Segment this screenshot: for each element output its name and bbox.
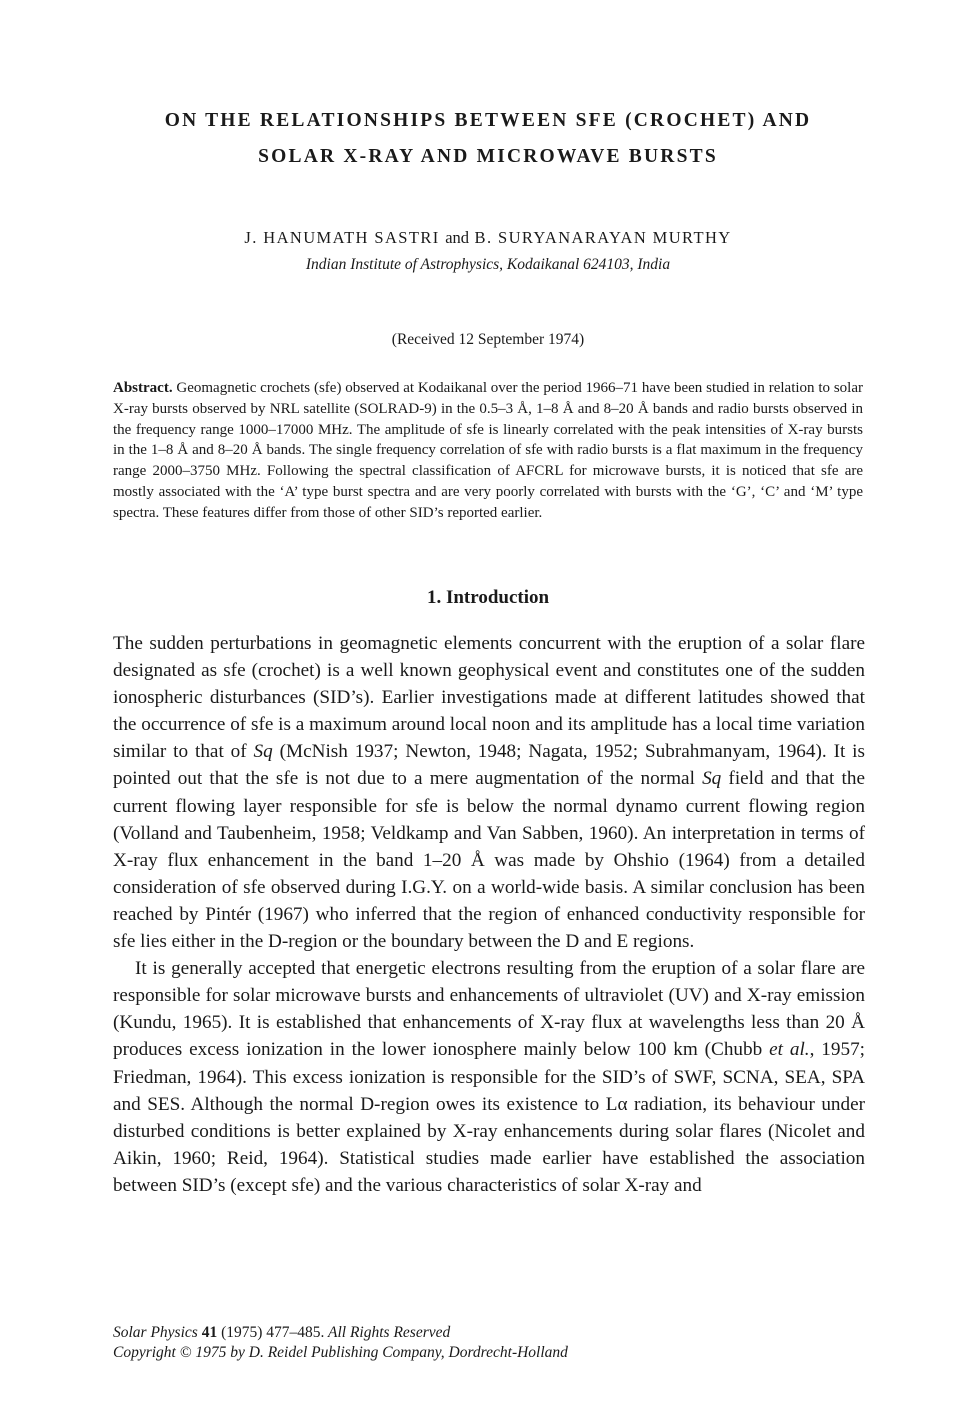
author-1: J. HANUMATH SASTRI: [244, 228, 440, 247]
title-line-2: SOLAR X-RAY AND MICROWAVE BURSTS: [258, 146, 718, 167]
p2-et-al: et al.: [769, 1039, 810, 1061]
rights-text: All Rights Reserved: [328, 1324, 451, 1341]
p1-part-b: (McNish 1937; Newton, 1948; Nagata, 1952; Subrahmanyam, 1964). It is pointed out that the sfe is not due to a mere augmentation of the normal: [113, 741, 865, 790]
p2-part-a: It is generally accepted that energetic electrons resulting from the eruption of a solar flare are responsible for solar microwave bursts and enhancements of ultraviolet (UV) and X-ray emission (Kundu, 1965). It is established that enhancements of X-ray flux at wavelengths less than 20 Å produces excess ionization in the lower ionosphere mainly below 100 km (Chubb: [113, 958, 865, 1061]
journal-name: Solar Physics: [113, 1324, 198, 1341]
title-line-1: ON THE RELATIONSHIPS BETWEEN SFE (CROCHET) AND: [164, 110, 812, 131]
p1-part-c: field and that the current flowing layer responsible for sfe is below the normal dynamo current flowing region (Volland and Taubenheim, 1958; Veldkamp and Van Sabben, 1960). An interpretation in terms of X-ray flux enhancement in the band 1–20 Å was made by Ohshio (1964) from a detailed consideration of sfe observed during I.G.Y. on a world-wide basis. A similar conclusion has been reached by Pintér (1967) who inferred that the region of enhanced conductivity responsible for sfe lies either in the D-region or the boundary between the D and E regions.: [113, 768, 865, 953]
paragraph-1: [113, 630, 865, 955]
affiliation: Indian Institute of Astrophysics, Kodaikanal 624103, India: [305, 256, 671, 273]
journal-citation: [113, 1323, 865, 1343]
body-text: [113, 630, 865, 1199]
author-2: B. SURYANARAYAN MURTHY: [474, 228, 732, 247]
abstract-text: Geomagnetic crochets (sfe) observed at Kodaikanal over the period 1966–71 have been studied in relation to solar X-ray bursts observed by NRL satellite (SOLRAD-9) in the 0.5–3 Å, 1–8 Å and 8–20 Å bands and radio bursts observed in the frequency range 1000–17000 MHz. The amplitude of sfe is linearly correlated with the peak intensities of X-ray bursts in the 1–8 Å and 8–20 Å bands. The single frequency correlation of sfe with radio bursts is a flat maximum in the frequency range 2000–3750 MHz. Following the spectral classification of AFCRL for microwave bursts, it is noticed that sfe are mostly associated with the ‘A’ type burst spectra and are very poorly correlated with bursts with the ‘G’, ‘C’ and ‘M’ type spectra. These features differ from those of other SID’s reported earlier.: [113, 380, 863, 521]
p1-part-a: The sudden perturbations in geomagnetic elements concurrent with the eruption of a solar flare designated as sfe (crochet) is a well known geophysical event and constitutes one of the sudden ionospheric disturbances (SID’s). Earlier investigations made at different latitudes showed that the occurrence of sfe is a maximum around local noon and its amplitude has a local time variation similar to that of: [113, 633, 865, 763]
copyright-line: Copyright © 1975 by D. Reidel Publishing Company, Dordrecht-Holland: [113, 1344, 568, 1361]
p1-sq-1: Sq: [253, 741, 273, 763]
paragraph-2: [113, 955, 865, 1199]
journal-year-pages: (1975) 477–485.: [221, 1324, 325, 1341]
author-conjunction: and: [445, 228, 470, 247]
section-heading: 1. Introduction: [426, 587, 550, 608]
received-date: (Received 12 September 1974): [391, 331, 585, 348]
p1-sq-2: Sq: [702, 768, 722, 790]
author-line: [0, 228, 976, 248]
abstract-label: Abstract.: [113, 380, 173, 396]
journal-volume: 41: [201, 1324, 218, 1341]
p2-part-b: , 1957; Friedman, 1964). This excess ionization is responsible for the SID’s of SWF, SCNA, SEA, SPA and SES. Although the normal D-region owes its existence to Lα radiation, its behaviour under disturbed conditions is better explained by X-ray enhancements during solar flares (Nicolet and Aikin, 1960; Reid, 1964). Statistical studies made earlier have established the association between SID’s (except sfe) and the various characteristics of solar X-ray and: [113, 1039, 865, 1196]
footer: [113, 1323, 865, 1363]
abstract: [113, 378, 863, 524]
